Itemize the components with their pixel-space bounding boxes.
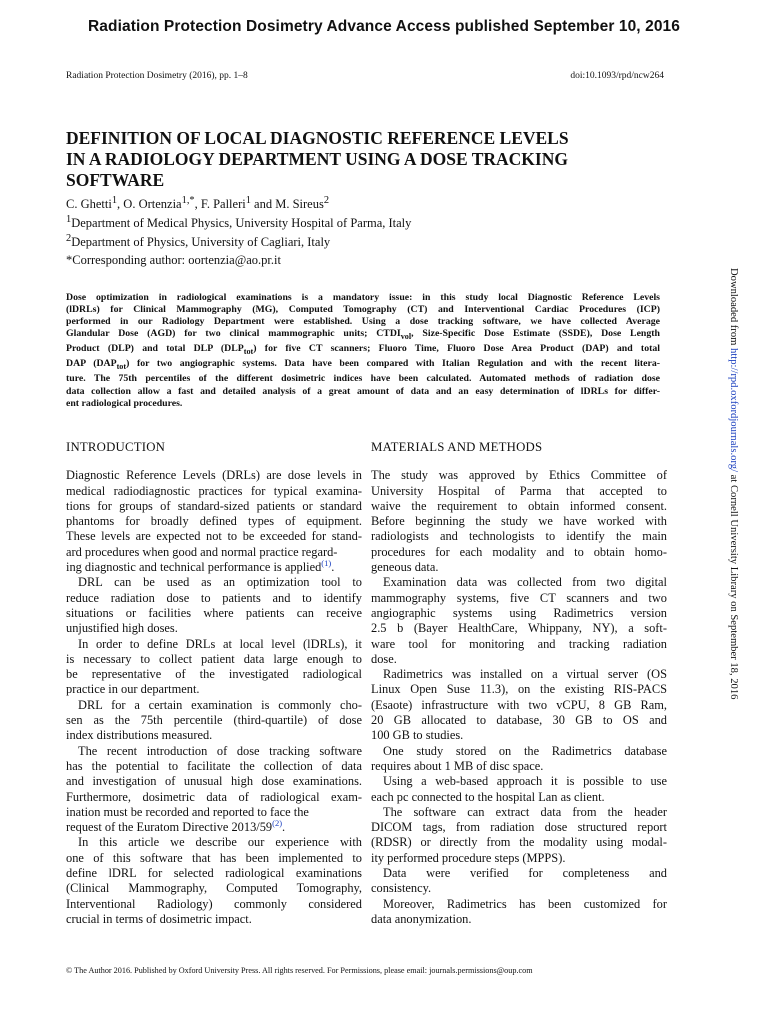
side-note-text: Downloaded from [728, 268, 739, 349]
methods-paragraph [371, 575, 667, 667]
subscript: tot [116, 362, 127, 372]
introduction-paragraph [66, 835, 362, 927]
affiliation-1 [66, 212, 666, 231]
abstract-line: ture. The 75th percentiles of the different dosimetric indices have been calculated. Automated methods of radiation dose [66, 373, 660, 385]
text-line [66, 820, 362, 835]
text-line: is necessary to collect patient data large enough to [66, 651, 362, 666]
text-line: situations or facilities where patients can receive [66, 605, 362, 620]
introduction-paragraph [66, 637, 362, 698]
text-line: requires about 1 MB of disc space. [371, 758, 544, 773]
text-line: reduce radiation dose to patients and to identify [66, 590, 362, 605]
author-name: C. Ghetti [66, 197, 112, 212]
text-line: unjustified high doses. [66, 621, 178, 636]
introduction-paragraph [66, 468, 362, 560]
text-line: ination must be recorded and reported to face the [66, 804, 309, 819]
introduction-paragraph [66, 744, 362, 820]
text-line: 20 GB allocated to database, 30 GB to OS and [371, 713, 667, 728]
text-segment: . [282, 820, 286, 835]
methods-paragraph [371, 774, 667, 805]
text-line: Linux Open Suse 11.3), on the existing RIS-PACS [371, 682, 667, 697]
abstract-line: data collection allow a fast and detailed analysis of a great amount of data and an easy determination of lDRLs for differ- [66, 385, 660, 397]
text-line: Before beginning the study we have worked with [371, 514, 667, 529]
text-line: (RDSR) or directly from the modality using modal- [371, 835, 667, 850]
abstract-text: Product (DLP) and total DLP (DLP [66, 343, 244, 355]
text-line: be representative of the investigated radiological [66, 667, 362, 682]
abstract-line: Dose optimization in radiological examinations is a mandatory issue: in this study local Diagnostic Reference Levels [66, 292, 660, 303]
methods-paragraph [371, 897, 667, 928]
text-line: Using a web-based approach it is possible to use [383, 774, 667, 789]
text-line: sen as the 75th percentile (third-quartile) of dose [66, 713, 362, 728]
footer-copyright: © The Author 2016. Published by Oxford University Press. All rights reserved. For Permissions, please email: journals.permissions@oup.com [66, 966, 533, 975]
text-line: One study stored on the Radimetrics database [383, 743, 667, 758]
text-line: University Hospital of Parma that accepted to [371, 483, 667, 498]
text-line [66, 557, 362, 575]
abstract-line [66, 358, 660, 373]
text-line: practice in our department. [66, 682, 200, 697]
section-heading-introduction: INTRODUCTION [66, 440, 166, 454]
paper-title [66, 128, 666, 191]
text-line: angiographic systems using Radimetrics version [371, 605, 667, 620]
text-line: has the potential to facilitate the collection of data [66, 758, 362, 773]
text-line: mammography systems, five CT scanners and two [371, 590, 667, 605]
abstract [66, 292, 660, 410]
text-line: 2.5 b (Bayer HealthCare, Whippany, NY), a soft- [371, 621, 667, 636]
affiliation-marker: 2 [66, 233, 72, 245]
text-segment: request of the Euratom Directive 2013/59 [66, 820, 273, 835]
text-line: data anonymization. [371, 911, 472, 926]
text-line: DRL can be used as an optimization tool to [78, 575, 362, 590]
text-line: phantoms for broadly defined types of equipment. [66, 514, 362, 529]
methods-paragraph [371, 468, 667, 575]
text-line: These levels are expected not to be exceeded for stand- [66, 529, 362, 544]
text-line: Moreover, Radimetrics has been customized for [383, 896, 667, 911]
text-line: ity performed procedure steps (MPPS). [371, 850, 566, 865]
section-heading-methods: MATERIALS AND METHODS [371, 440, 543, 454]
text-line: The recent introduction of dose tracking software [78, 743, 362, 758]
methods-paragraph [371, 805, 667, 866]
title-line: SOFTWARE [66, 170, 165, 190]
advance-access-banner: Radiation Protection Dosimetry Advance Access published September 10, 2016 [88, 18, 681, 35]
affiliation-marker: 1 [111, 195, 118, 206]
introduction-column [66, 440, 362, 927]
journal-website-link[interactable]: http://rpd.oxfordjournals.org/ [728, 348, 739, 473]
text-line: Interventional Radiology) commonly considered [66, 896, 362, 911]
introduction-paragraph [66, 698, 362, 744]
text-line: procedures for each modality and to obtain homo- [371, 544, 667, 559]
text-line: Radimetrics was installed on a virtual server (OS [383, 667, 667, 682]
methods-paragraph [371, 866, 667, 897]
text-line: medical radiodiagnostic practices for typical examina- [66, 483, 362, 498]
abstract-line: performed in our Radiology Department were established. Using a dose tracking software, we have collected Average [66, 316, 660, 328]
text-segment: . [331, 560, 335, 575]
methods-column [371, 440, 667, 927]
text-line: radiologists and technologists to identify the main [371, 529, 667, 544]
corresponding-author: *Corresponding author: oortenzia@ao.pr.it [66, 253, 281, 267]
abstract-line [66, 328, 660, 343]
abstract-text: DAP (DAP [66, 358, 117, 370]
text-line: ard procedures when good and normal practice regard- [66, 544, 338, 559]
text-line: DICOM tags, from radiation dose structured report [371, 820, 667, 835]
text-line: The software can extract data from the header [383, 804, 667, 819]
reference-link[interactable]: (1) [321, 557, 332, 568]
author-block [66, 193, 666, 250]
text-line: define lDRL for selected radiological examinations [66, 866, 362, 881]
text-line: The study was approved by Ethics Committee of [371, 468, 667, 483]
text-line: one of this software that has been implemented to [66, 850, 362, 865]
abstract-line [66, 343, 660, 358]
affiliation-marker: 1 [66, 214, 72, 226]
text-line: In this article we describe our experience with [78, 835, 362, 850]
side-note-text: at Cornell University Library on September 18, 2016 [728, 472, 739, 700]
text-line: (Clinical Mammography, Computed Tomography, [66, 881, 362, 896]
title-line: IN A RADIOLOGY DEPARTMENT USING A DOSE TRACKING [66, 149, 568, 169]
abstract-line: ent radiological procedures. [66, 397, 183, 409]
affiliation-number: 1, [181, 195, 190, 206]
title-line: DEFINITION OF LOCAL DIAGNOSTIC REFERENCE LEVELS [66, 128, 569, 148]
author-list [66, 193, 666, 212]
abstract-text: ) for five CT scanners; Fluoro Time, Fluoro Dose Area Product (DAP) and total [253, 343, 660, 355]
affiliation-marker: 1 [245, 195, 251, 206]
text-line: consistency. [371, 881, 432, 896]
affiliation-text: Department of Physics, University of Cagliari, Italy [71, 235, 331, 250]
abstract-text: , Size-Specific Dose Estimate (SSDE), Dose Length [411, 328, 660, 340]
text-line: crucial in terms of dosimetric impact. [66, 911, 252, 926]
doi-link[interactable]: doi:10.1093/rpd/ncw264 [570, 71, 664, 81]
introduction-paragraph [66, 575, 362, 636]
text-line: dose. [371, 651, 397, 666]
text-line: (Esaote) infrastructure with two vCPU, 8 GB Ram, [371, 697, 667, 712]
download-side-note [728, 268, 739, 788]
abstract-text: ) for two angiographic systems. Data have been compared with Italian Regulation and with the recent litera- [126, 358, 660, 370]
introduction-paragraph-end [66, 557, 362, 575]
abstract-text: Glandular Dose (AGD) for two clinical mammographic units; CTDI [66, 328, 401, 340]
text-line: geneous data. [371, 560, 439, 575]
author-name: , F. Palleri [194, 197, 246, 212]
text-line: ware tool for monitoring and tracking radiation [371, 636, 667, 651]
affiliation-2 [66, 231, 666, 250]
text-line: index distributions measured. [66, 728, 213, 743]
subscript: vol [400, 332, 412, 342]
text-line: Data were verified for completeness and [383, 866, 667, 881]
text-line: 100 GB to studies. [371, 728, 464, 743]
text-line: and investigation of unusual high dose examinations. [66, 774, 362, 789]
corresponding-star: * [189, 195, 195, 206]
text-line: Furthermore, dosimetric data of radiological exam- [66, 789, 362, 804]
text-line: each pc connected to the hospital Lan as client. [371, 789, 605, 804]
author-name: and M. Sireus [250, 197, 324, 212]
text-line: In order to define DRLs at local level (lDRLs), it [78, 636, 362, 651]
affiliation-text: Department of Medical Physics, University Hospital of Parma, Italy [71, 216, 412, 231]
abstract-line: (lDRLs) for Clinical Mammography (MG), Computed Tomography (CT) and Interventional Cardiac Procedures (ICP) [66, 304, 660, 316]
text-line: waive the requirement to obtain informed consent. [371, 498, 667, 513]
reference-link[interactable]: (2) [272, 818, 283, 828]
subscript: tot [243, 347, 254, 357]
methods-paragraph [371, 744, 667, 775]
affiliation-marker: 2 [323, 195, 330, 206]
author-name: , O. Ortenzia [117, 197, 182, 212]
journal-citation: Radiation Protection Dosimetry (2016), pp. 1–8 [66, 71, 248, 81]
text-segment: ing diagnostic and technical performance is applied [66, 560, 322, 575]
text-line: Diagnostic Reference Levels (DRLs) are dose levels in [66, 468, 362, 483]
affiliation-marker [182, 195, 195, 206]
text-line: DRL for a certain examination is commonly cho- [78, 697, 362, 712]
text-line: Examination data was collected from two digital [383, 575, 667, 590]
methods-paragraph [371, 667, 667, 743]
text-line: tions for groups of standard-sized patients or standard [66, 498, 362, 513]
introduction-paragraph-end [66, 820, 362, 835]
